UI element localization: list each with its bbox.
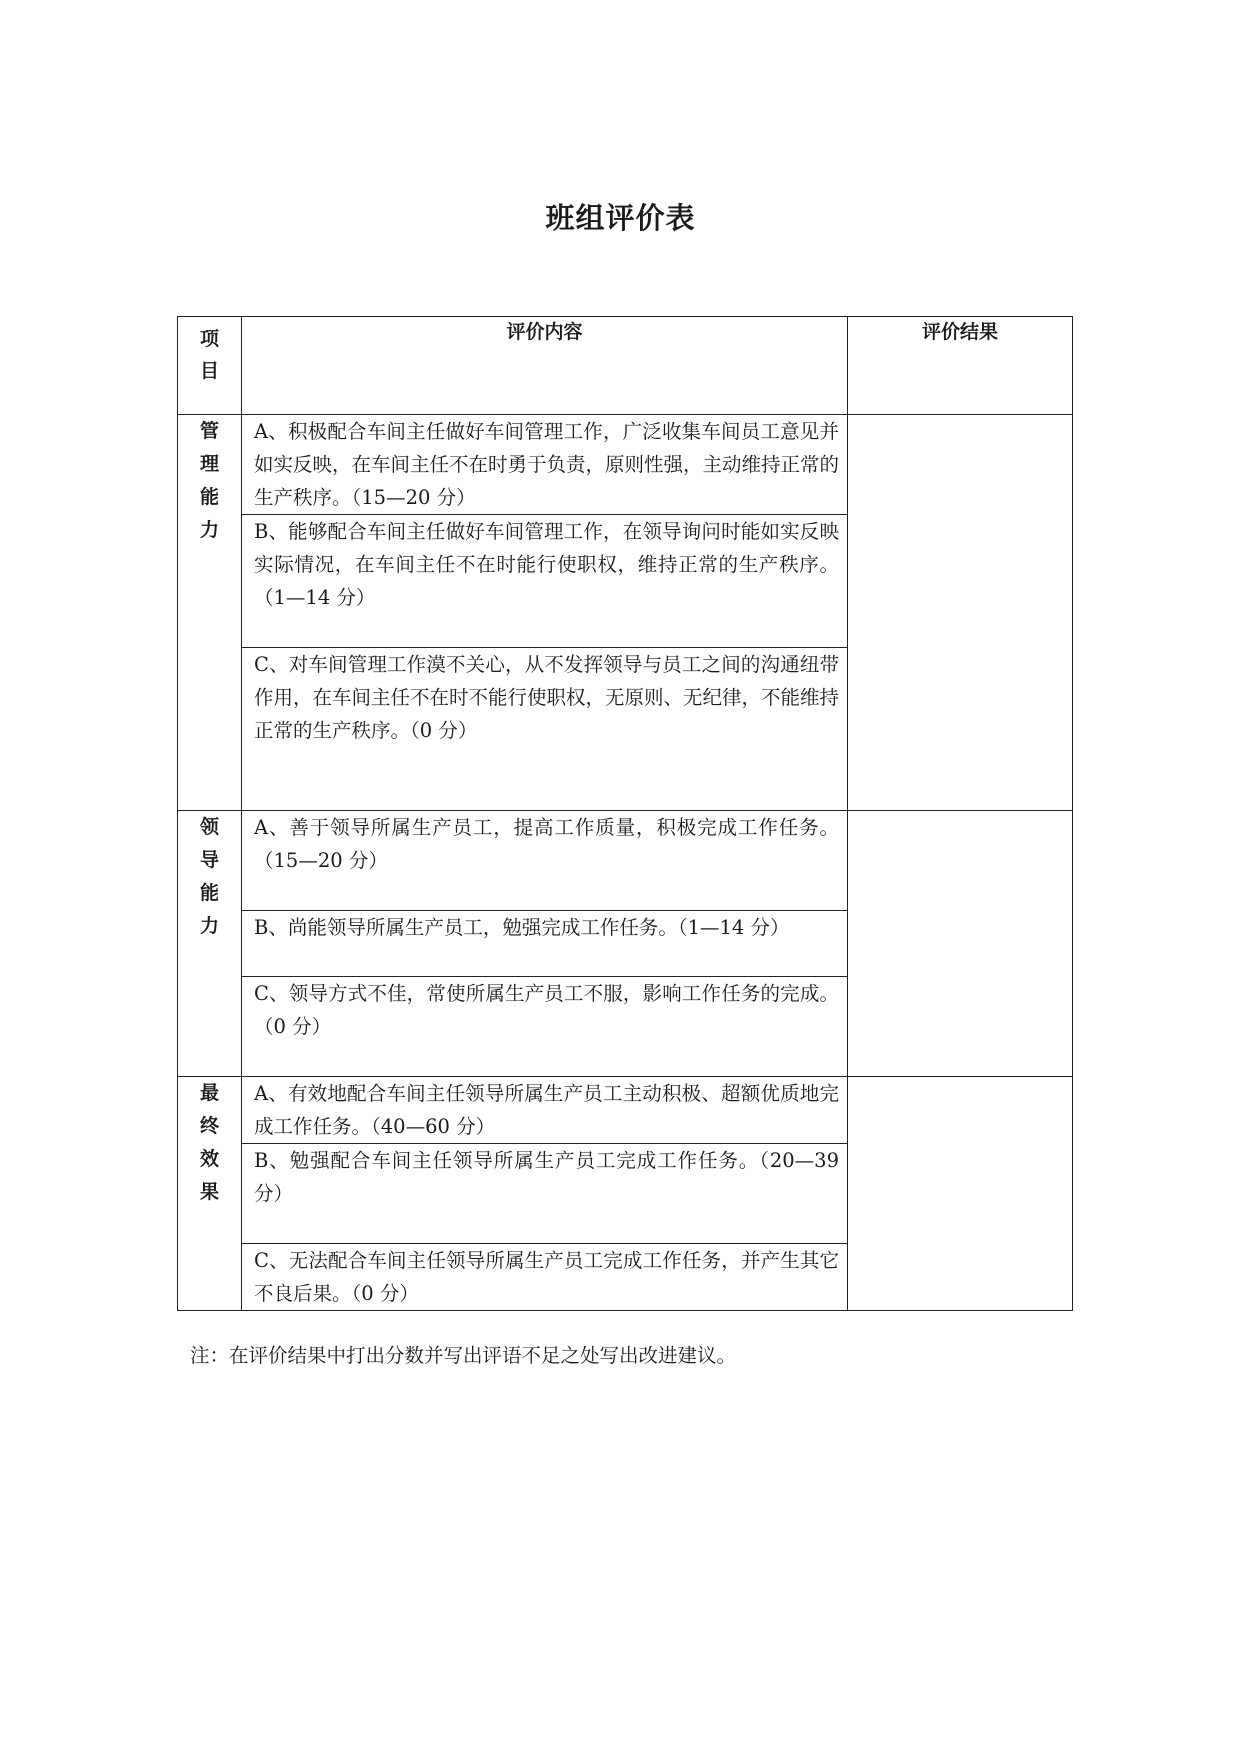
option-cell: B、能够配合车间主任做好车间管理工作，在领导询问时能如实反映实际情况，在车间主任不在时能行使职权，维持正常的生产秩序。（1—14 分） (242, 515, 848, 648)
table-row (178, 811, 1073, 911)
category-label: 管 理 能 力 (199, 420, 219, 541)
table-row (178, 1077, 1073, 1144)
option-cell: B、勉强配合车间主任领导所属生产员工完成工作任务。（20—39 分） (242, 1144, 848, 1244)
result-input-cell[interactable] (848, 1077, 1073, 1311)
category-final-result (178, 1077, 242, 1311)
page-title: 班组评价表 (545, 201, 696, 235)
result-input-cell[interactable] (848, 415, 1073, 811)
category-leadership (178, 811, 242, 1077)
header-content: 评价内容 (242, 317, 848, 415)
option-cell: A、有效地配合车间主任领导所属生产员工主动积极、超额优质地完成工作任务。（40—60 分） (242, 1077, 848, 1144)
category-management (178, 415, 242, 811)
result-input-cell[interactable] (848, 811, 1073, 1077)
table-header-row (178, 317, 1073, 415)
category-label: 领 导 能 力 (199, 816, 219, 937)
header-result: 评价结果 (848, 317, 1073, 415)
option-cell: C、对车间管理工作漠不关心，从不发挥领导与员工之间的沟通纽带作用，在车间主任不在时不能行使职权，无原则、无纪律，不能维持正常的生产秩序。（0 分） (242, 648, 848, 811)
footnote: 注：在评价结果中打出分数并写出评语不足之处写出改进建议。 (190, 1344, 737, 1367)
table-row (178, 415, 1073, 515)
option-cell: C、无法配合车间主任领导所属生产员工完成工作任务，并产生其它不良后果。（0 分） (242, 1244, 848, 1311)
option-cell: C、领导方式不佳，常使所属生产员工不服，影响工作任务的完成。（0 分） (242, 977, 848, 1077)
evaluation-table (177, 316, 1073, 1311)
category-label: 最 终 效 果 (199, 1082, 219, 1203)
option-cell: A、积极配合车间主任做好车间管理工作，广泛收集车间员工意见并如实反映，在车间主任不在时勇于负责，原则性强，主动维持正常的生产秩序。（15—20 分） (242, 415, 848, 515)
header-item-label: 项 目 (199, 328, 219, 382)
option-cell: A、善于领导所属生产员工，提高工作质量，积极完成工作任务。（15—20 分） (242, 811, 848, 911)
header-item (178, 317, 242, 415)
option-cell: B、尚能领导所属生产员工，勉强完成工作任务。（1—14 分） (242, 911, 848, 977)
